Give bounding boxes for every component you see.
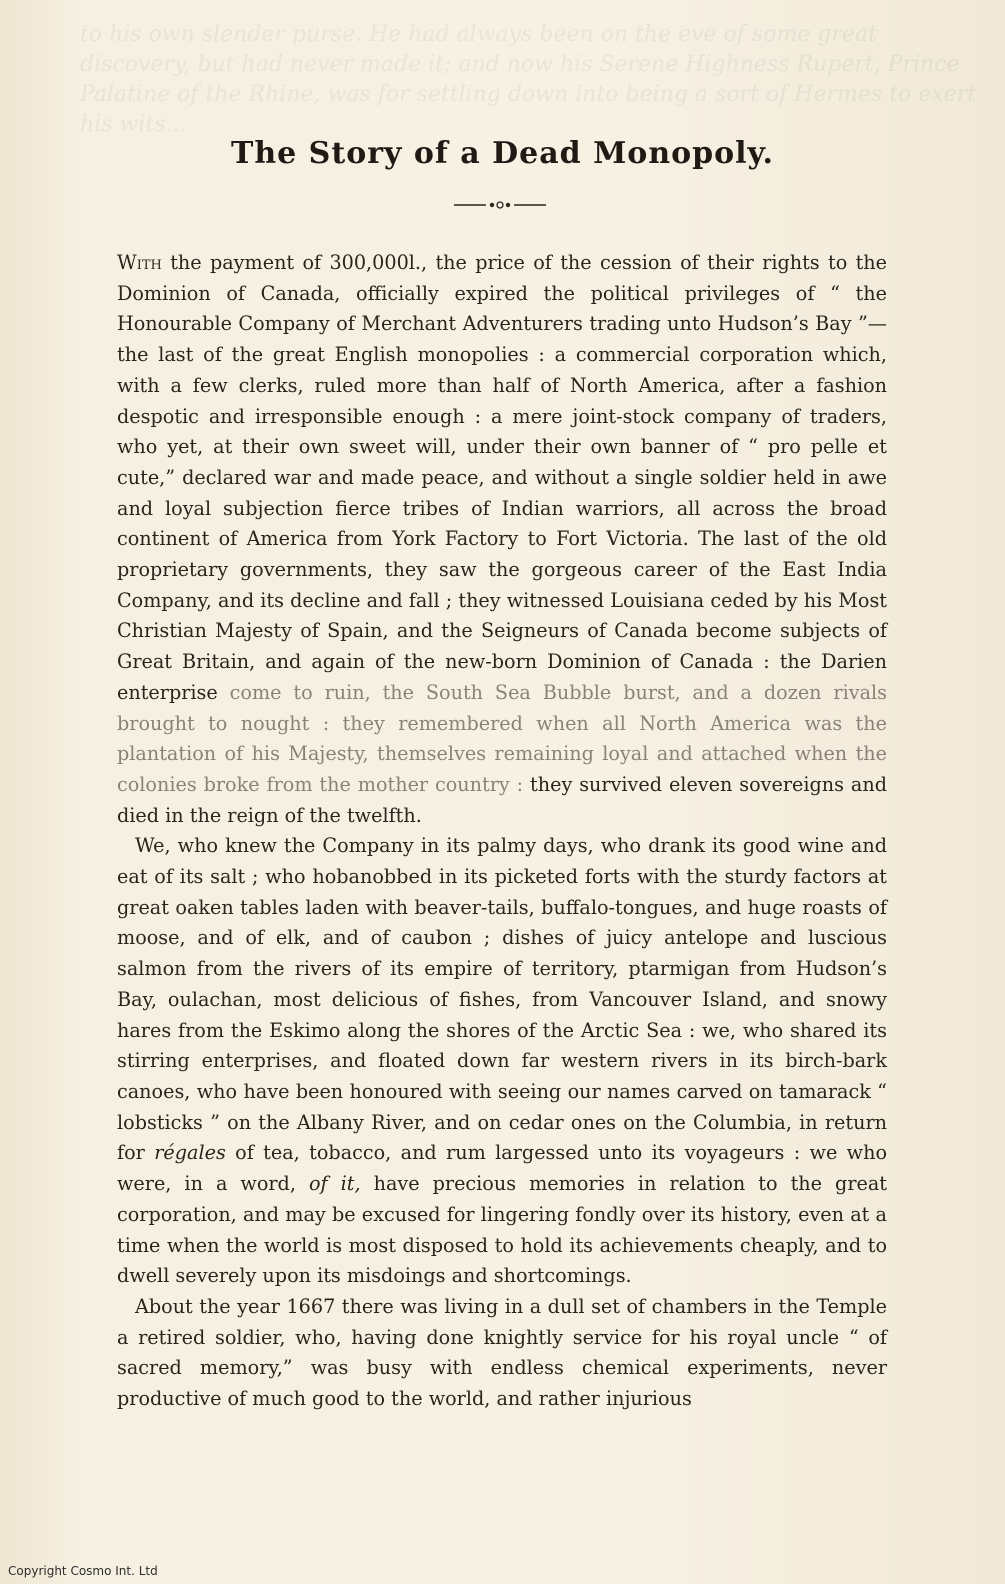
article-body [117, 248, 887, 1415]
paragraph-2-italic-regales: régales [154, 1141, 226, 1165]
paragraph-2-italic-of-it: of it, [308, 1172, 361, 1196]
paragraph-2-text-c: have precious memories in relation to the great corporation, and may be excused for lingering fondly over its history, even at a time when the world is most disposed to hold its achievements cheaply, and to dwell severely upon its misdoings and shortcomings. [117, 1172, 887, 1288]
paragraph-2 [117, 831, 887, 1292]
title-ornament [452, 198, 548, 212]
paragraph-2-text-b: of tea, tobacco, and rum largessed unto its voyageurs : we who were, in a word, [117, 1141, 887, 1196]
paragraph-3: About the year 1667 there was living in a dull set of chambers in the Temple a retired soldier, who, having done knightly service for his royal uncle “ of sacred memory,” was busy with endless chemical experiments, never productive of much good to the world, and rather injurious [117, 1294, 887, 1411]
paragraph-1-end: they survived eleven sovereigns and died in the reign of the twelfth. [117, 772, 887, 827]
paragraph-1 [117, 248, 887, 831]
paragraph-1-text: the payment of 300,000l., the price of the cession of their rights to the Dominion of Canada, officially expired the political privileges of “ the Honourable Company of Merchant Adventurers trading unto Hudson’s Bay ”—the last of the great English monopolies : a commercial corporation which, with a few clerks, ruled more than half of North America, after a fashion despotic and irresponsible enough : a mere joint-stock company of traders, who yet, at their own sweet will, under their own banner of “ pro pelle et cute,” declared war and made peace, and without a single soldier held in awe and loyal subjection fierce tribes of Indian warriors, all across the broad continent of America from York Factory to Fort Victoria. The last of the old proprietary governments, they saw the gorgeous career of the East India Company, and its decline and fall ; they witnessed Louisiana ceded by his Most Christian Majesty of Spain, and the Seigneurs of Canada become subjects of Great Britain, and again of the new-born Dominion of Canada : the Darien enterprise [117, 251, 887, 704]
paragraph-1-lead: With [117, 251, 162, 274]
paragraph-1-faded-text: come to ruin, the South Sea Bubble burst, and a dozen rivals brought to nought : they remembered when all North America was the plantation of his Majesty, themselves remaining loyal and attached when the colonies broke from the mother country : [117, 680, 888, 796]
article-title: The Story of a Dead Monopoly. [231, 136, 774, 171]
show-through-text: to his own slender purse. He had always been on the eve of some great discovery, but had never made it; and now his Serene Highness Rupert, Prince Palatine of the Rhine, was for settling down into being a sort of Hermes to exert his wits... [80, 22, 977, 137]
paragraph-2-text-a: We, who knew the Company in its palmy days, who drank its good wine and eat of its salt ; who hobanobbed in its picketed forts with the sturdy factors at great oaken tables laden with beaver-tails, buffalo-tongues, and huge roasts of moose, and of elk, and of caubon ; dishes of juicy antelope and luscious salmon from the rivers of its empire of territory, ptarmigan from Hudson’s Bay, oulachan, most delicious of fishes, from Vancouver Island, and snowy hares from the Eskimo along the shores of the Arctic Sea : we, who shared its stirring enterprises, and floated down far western rivers in its birch-bark canoes, who have been honoured with seeing our names carved on tamarack “ lobsticks ” on the Albany River, and on cedar ones on the Columbia, in return for [117, 834, 887, 1165]
copyright-footer: Copyright Cosmo Int. Ltd [8, 1564, 158, 1578]
